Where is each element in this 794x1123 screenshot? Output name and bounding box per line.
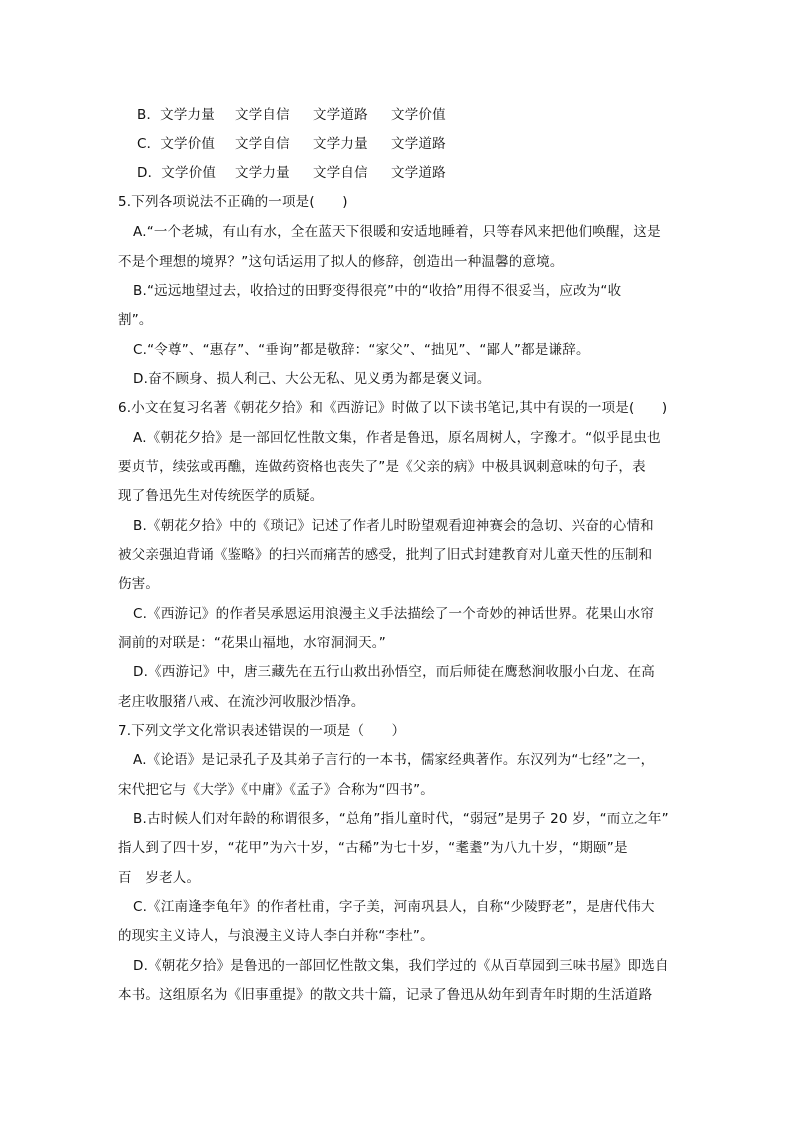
q6-option-d-line2: 老庄收服猪八戒、在流沙河收服沙悟净。 [118,694,365,710]
q5-option-a-line2: 不是个理想的境界？”这句话运用了拟人的修辞，创造出一种温馨的意境。 [118,254,564,270]
q4-option-d-item3: 文学自信 [313,165,368,181]
q4-option-b [137,106,469,124]
q7-option-c-line2: 的现实主义诗人，与浪漫主义诗人李白并称“李杜”。 [118,928,434,944]
q4-option-b-item4: 文学价值 [391,107,446,123]
q6-option-a-line2: 要贞节，续弦或再醮，连做药资格也丧失了”是《父亲的病》中极具讽刺意味的句子，表 [118,459,646,475]
q7-option-c-line1: C.《江南逢李龟年》的作者杜甫，字子美，河南巩县人，自称“少陵野老”，是唐代伟大 [133,899,655,915]
q5-stem: 5.下列各项说法不正确的一项是( ) [118,194,348,210]
q5-option-d: D.奋不顾身、损人利己、大公无私、见义勇为都是褒义词。 [133,371,491,387]
q7-option-a-line2: 宋代把它与《大学》《中庸》《孟子》合称为“四书”。 [118,782,434,798]
q5-option-b-line1: B.“远远地望过去，收拾过的田野变得很亮”中的“收拾”用得不很妥当，应改为“收 [133,283,622,299]
q6-option-b-line3: 伤害。 [118,576,160,592]
q6-option-c-line2: 洞前的对联是：“花果山福地，水帘洞洞天。” [118,635,386,651]
q5-option-c: C.“令尊”、“惠存”、“垂询”都是敬辞：“家父”、“拙见”、“鄙人”都是谦辞。 [133,342,590,358]
q6-option-d-line1: D.《西游记》中，唐三藏先在五行山救出孙悟空，而后师徒在鹰愁涧收服小白龙、在高 [133,664,655,680]
q7-stem: 7.下列文学文化常识表述错误的一项是（ ） [118,723,406,739]
q7-option-b-line3: 百 岁老人。 [118,870,201,886]
q6-option-b-line2: 被父亲强迫背诵《鉴略》的扫兴而痛苦的感受，批判了旧式封建教育对儿童天性的压制和 [118,547,653,563]
q4-option-b-label: B．文学力量 [137,107,215,123]
q7-option-b-line1: B.古时候人们对年龄的称谓很多，“总角”指儿童时代，“弱冠”是男子 20 岁，“而立之年” [133,811,669,827]
q7-option-b-line2: 指人到了四十岁，“花甲”为六十岁，“古稀”为七十岁，“耄耋”为八九十岁，“期颐”是 [118,840,628,856]
q4-option-c-item2: 文学自信 [235,136,290,152]
q4-option-d [137,164,469,182]
q4-option-b-item2: 文学自信 [235,107,290,123]
q6-option-a-line1: A.《朝花夕拾》是一部回忆性散文集，作者是鲁迅，原名周树人，字豫才。“似乎昆虫也 [133,430,661,446]
q7-option-d-line1: D.《朝花夕拾》是鲁迅的一部回忆性散文集，我们学过的《从百草园到三味书屋》即选自 [133,958,669,974]
q6-option-b-line1: B.《朝花夕拾》中的《琐记》记述了作者儿时盼望观看迎神赛会的急切、兴奋的心情和 [133,518,654,534]
q4-option-d-item2: 文学力量 [235,165,290,181]
q4-option-d-item4: 文学道路 [391,165,446,181]
q4-option-c-item4: 文学道路 [391,136,446,152]
q5-option-a-line1: A.“一个老城，有山有水，全在蓝天下很暖和安适地睡着，只等春风来把他们唤醒，这是 [133,224,661,240]
q5-option-b-line2: 割”。 [118,312,153,328]
q4-option-c-label: C．文学价值 [137,136,216,152]
q6-option-a-line3: 现了鲁迅先生对传统医学的质疑。 [118,488,324,504]
q6-stem: 6.小文在复习名著《朝花夕拾》和《西游记》时做了以下读书笔记,其中有误的一项是( ) [118,400,668,416]
q4-option-d-label: D．文学价值 [137,165,217,181]
q7-option-a-line1: A.《论语》是记录孔子及其弟子言行的一本书，儒家经典著作。东汉列为“七经”之一， [133,752,655,768]
q4-option-c [137,135,469,153]
q4-option-b-item3: 文学道路 [313,107,368,123]
q4-option-c-item3: 文学力量 [313,136,368,152]
q7-option-d-line2: 本书。这组原名为《旧事重提》的散文共十篇，记录了鲁迅从幼年到青年时期的生活道路 [118,987,653,1003]
q6-option-c-line1: C.《西游记》的作者吴承恩运用浪漫主义手法描绘了一个奇妙的神话世界。花果山水帘 [133,606,655,622]
